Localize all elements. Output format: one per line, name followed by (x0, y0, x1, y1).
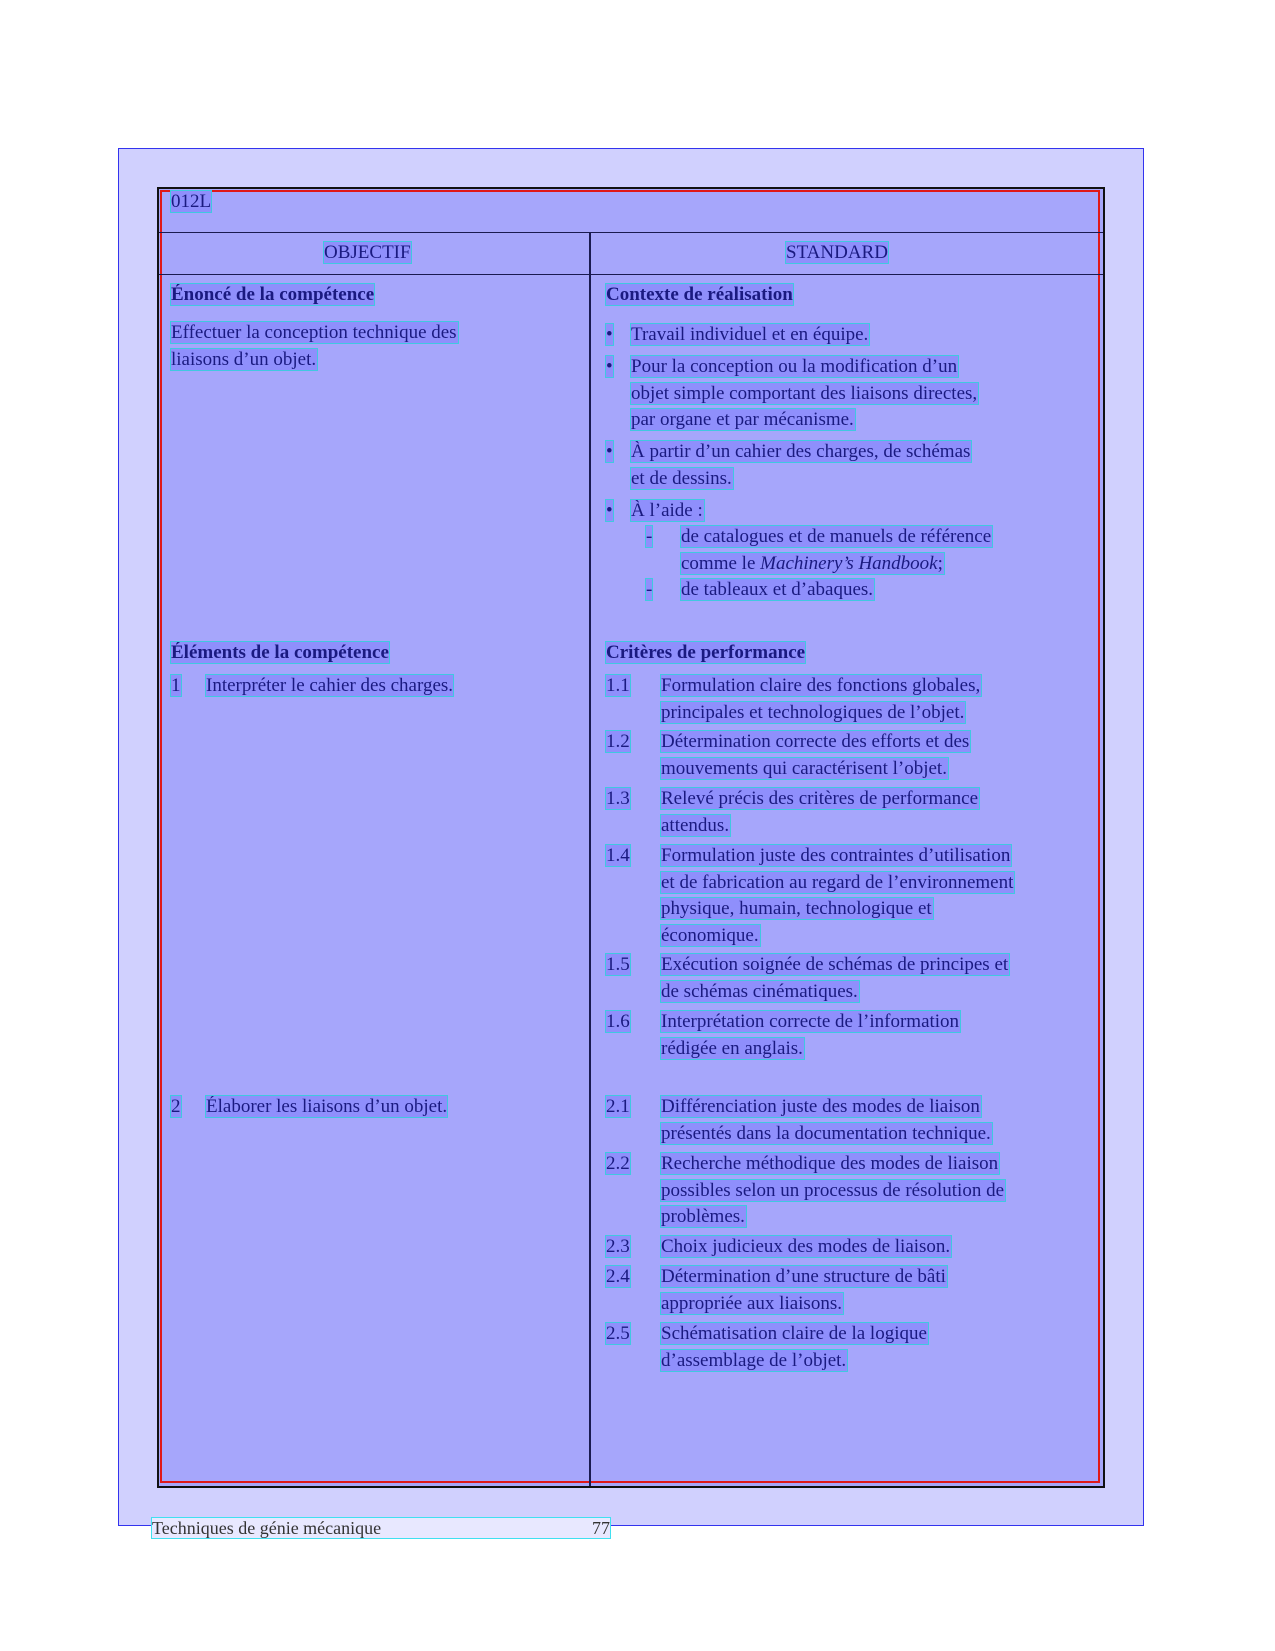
competency-code: 012L (171, 191, 212, 212)
page-number: 77 (592, 1518, 610, 1538)
footer-title: Techniques de génie mécanique (152, 1518, 382, 1538)
page-footer (152, 1518, 610, 1538)
bullet-icon: • (606, 356, 613, 377)
bullet-icon: • (606, 500, 613, 521)
header-objectif: OBJECTIF (324, 242, 411, 263)
header-standard: STANDARD (786, 242, 888, 263)
dash-icon: - (646, 526, 653, 547)
enonce-title: Énoncé de la compétence (171, 284, 375, 305)
bullet-icon: • (606, 324, 613, 345)
criteres-title: Critères de performance (606, 642, 806, 663)
bullet-icon: • (606, 441, 613, 462)
enonce-text: Effectuer la conception technique des liaisons d’un objet. (171, 322, 457, 370)
header-top-rule (159, 232, 1103, 233)
elements-title: Éléments de la compétence (171, 642, 389, 663)
column-divider (589, 233, 591, 1486)
contexte-title: Contexte de réalisation (606, 284, 793, 305)
header-bottom-rule (159, 274, 1103, 275)
dash-icon: - (646, 579, 653, 600)
